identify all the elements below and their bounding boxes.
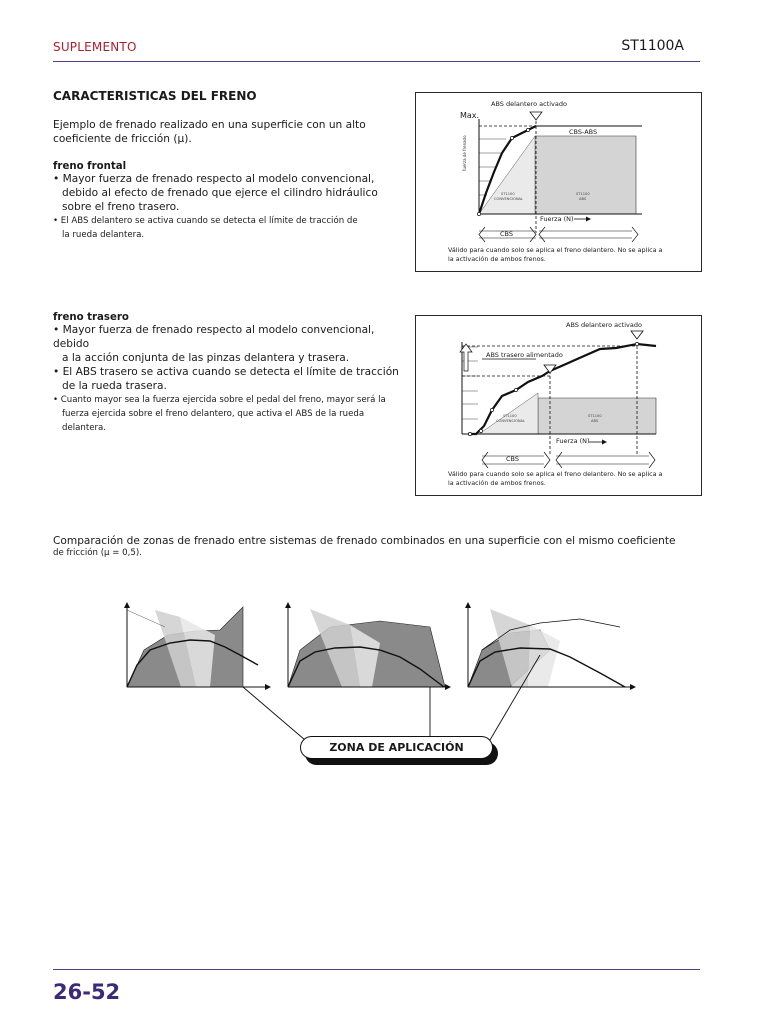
- header-rule: [53, 61, 700, 62]
- comparison-chart-2: [288, 603, 450, 687]
- comparison-caption: Comparación de zonas de frenado entre sistemas de frenado combinados en una superficie con el mismo coeficiente de fricción (μ = 0,5).: [53, 535, 676, 558]
- svg-text:ABS: ABS: [579, 197, 587, 201]
- svg-text:fuerza de frenado: fuerza de frenado: [462, 135, 467, 171]
- section-title: CARACTERISTICAS DEL FRENO: [53, 89, 257, 103]
- svg-text:ST1100: ST1100: [576, 192, 590, 196]
- comparison-chart-3: [468, 603, 635, 687]
- rear-brake-heading: freno trasero: [53, 312, 129, 323]
- fig2-note: Válido para cuando solo se aplica el freno delantero. No se aplica a la activación de ambos frenos.: [448, 470, 663, 487]
- comparison-chart-1: [127, 603, 270, 687]
- front-brake-heading: freno frontal: [53, 161, 127, 172]
- intro-text: Ejemplo de frenado realizado en una superficie con un alto coeficiente de fricción (μ).: [53, 119, 366, 145]
- fig2-abs-label: ABS delantero activado: [566, 321, 642, 329]
- fig1-cbs-abs-label: CBS-ABS: [569, 128, 598, 136]
- fig2-force-label: Fuerza (N): [556, 437, 590, 445]
- front-bullet-1: • Mayor fuerza de frenado respecto al modelo convencional, debido al efecto de frenado que ejerce el cilindro hidráulico sobre el freno trasero.: [53, 173, 378, 213]
- svg-text:CONVENCIONAL: CONVENCIONAL: [496, 419, 525, 423]
- front-brake-figure: [415, 92, 702, 272]
- front-brake-diagram: [416, 93, 701, 271]
- rear-brake-diagram: [416, 316, 701, 495]
- fig2-cbs-label: CBS: [506, 455, 520, 463]
- svg-text:CONVENCIONAL: CONVENCIONAL: [494, 197, 523, 201]
- rear-bullet-3: • Cuanto mayor sea la fuerza ejercida sobre el pedal del freno, mayor será la fuerza ejercida sobre el freno delantero, que activa el ABS de la rueda delantera.: [53, 395, 386, 433]
- page-number: 26-52: [53, 980, 121, 1004]
- header-model: ST1100A: [621, 38, 684, 54]
- front-brake-block: [53, 161, 393, 242]
- zona-aplicacion-label: ZONA DE APLICACIÓN: [300, 736, 493, 759]
- front-bullet-2: • El ABS delantero se activa cuando se detecta el límite de tracción de la rueda delantera.: [53, 216, 358, 240]
- fig1-max-label: Max.: [460, 111, 480, 120]
- rear-bullet-2: • El ABS trasero se activa cuando se detecta el límite de tracción de la rueda trasera.: [53, 366, 399, 392]
- rear-bullet-1: • Mayor fuerza de frenado respecto al modelo convencional, debido a la acción conjunta de las pinzas delantera y trasera.: [53, 324, 375, 364]
- header-section: SUPLEMENTO: [53, 40, 137, 54]
- rear-brake-figure: [415, 315, 702, 496]
- fig1-abs-label: ABS delantero activado: [491, 100, 567, 108]
- fig2-abs-rear-label: ABS trasero alimentado: [486, 351, 563, 359]
- rear-brake-block: [53, 312, 403, 435]
- conventional-region: [479, 136, 535, 214]
- fig1-force-label: Fuerza (N): [540, 215, 574, 223]
- abs-activation-marker: [530, 112, 542, 120]
- fig1-note: Válido para cuando solo se aplica el freno delantero. No se aplica a la activación de ambos frenos.: [448, 246, 663, 263]
- svg-text:ST1100: ST1100: [503, 414, 517, 418]
- svg-text:ABS: ABS: [591, 419, 599, 423]
- fig1-cbs-label: CBS: [500, 230, 514, 238]
- comparison-diagrams: [110, 595, 650, 745]
- svg-text:ST1100: ST1100: [588, 414, 602, 418]
- footer-rule: [53, 969, 700, 970]
- abs-front-activation-marker: [631, 331, 643, 339]
- cbs-abs-region: [535, 136, 636, 214]
- svg-text:ST1100: ST1100: [501, 192, 515, 196]
